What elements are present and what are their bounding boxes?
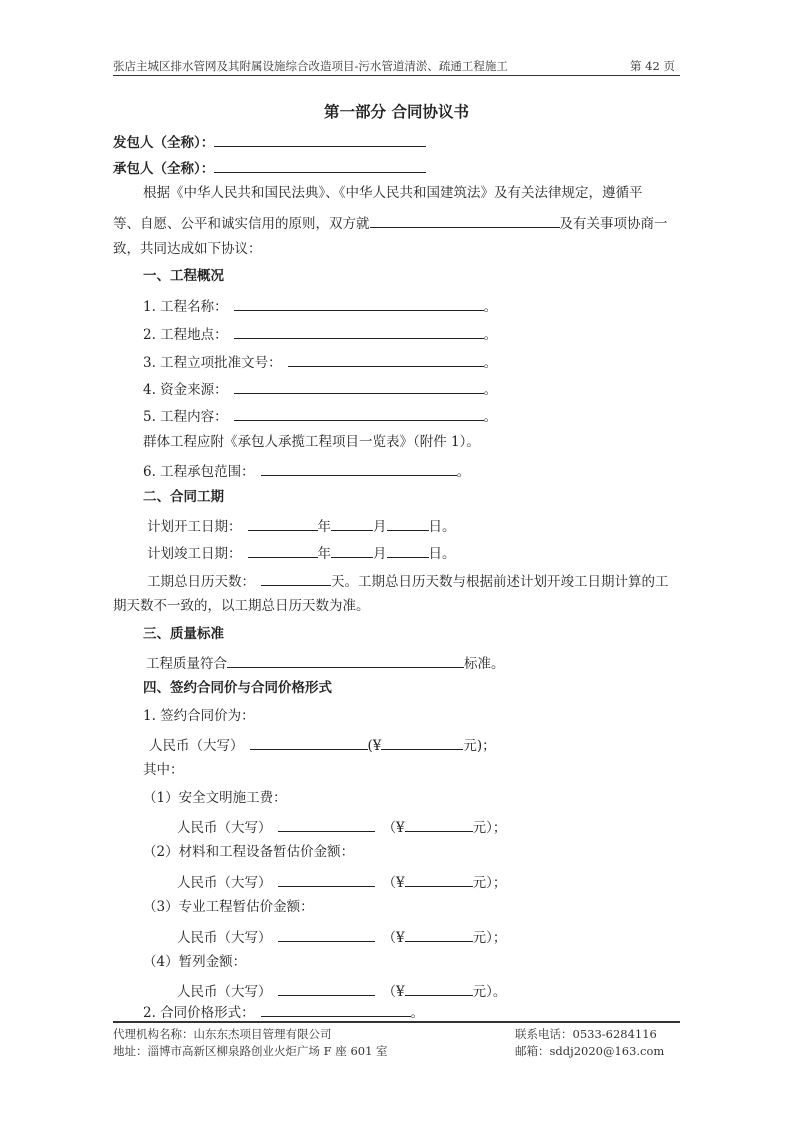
total-days-cont: 期天数不一致的，以工期总日历天数为准。 xyxy=(113,598,370,614)
quality-row xyxy=(146,653,505,672)
label: 人民币（大写） xyxy=(177,930,272,946)
footer-email: 邮箱：sddj2020@163.com xyxy=(515,1044,665,1058)
end: 。 xyxy=(483,382,498,398)
price-form-field[interactable] xyxy=(261,1002,411,1017)
intro-line2 xyxy=(113,213,668,232)
contractor-field[interactable] xyxy=(214,158,426,173)
sub-row xyxy=(177,927,506,946)
s1-item xyxy=(143,379,497,398)
label: 5. 工程内容： xyxy=(143,409,228,425)
year: 年 xyxy=(317,546,331,562)
approval-field[interactable] xyxy=(288,352,484,367)
footer-phone: 联系电话：0533-6284116 xyxy=(515,1027,657,1041)
start-date-row xyxy=(147,516,456,535)
month-field[interactable] xyxy=(331,516,373,531)
label: 计划竣工日期： xyxy=(147,546,242,562)
words-field[interactable] xyxy=(278,817,375,832)
funds-field[interactable] xyxy=(234,379,484,394)
price-row xyxy=(149,735,496,754)
day-field[interactable] xyxy=(387,543,429,558)
scope-row xyxy=(143,461,470,480)
footer-agency: 代理机构名称：山东东杰项目管理有限公司 xyxy=(113,1027,332,1041)
text: 标准。 xyxy=(464,656,505,672)
num-field[interactable] xyxy=(405,927,473,942)
label: 4. 资金来源： xyxy=(143,382,228,398)
doc-title: 第一部分 合同协议书 xyxy=(324,102,469,121)
intro-text: 及有关事项协商一 xyxy=(559,216,668,232)
year: 年 xyxy=(317,519,331,535)
label: 人民币（大写） xyxy=(149,738,244,754)
yen: (¥ xyxy=(367,738,382,754)
label: 1. 工程名称： xyxy=(143,299,228,315)
price-num-field[interactable] xyxy=(381,735,463,750)
label: 计划开工日期： xyxy=(147,519,242,535)
among-label: 其中： xyxy=(143,762,184,778)
yuan: 元）； xyxy=(472,930,507,946)
month-field[interactable] xyxy=(331,543,373,558)
employer-label: 发包人（全称）： xyxy=(113,135,215,151)
yen: （¥ xyxy=(382,875,405,891)
year-field[interactable] xyxy=(248,543,318,558)
label: 3. 工程立项批准文号： xyxy=(143,355,282,371)
intro-text: 等、自愿、公平和诚实信用的原则，双方就 xyxy=(113,216,370,232)
label: 工期总日历天数： xyxy=(147,574,255,590)
sub-label: （2）材料和工程设备暂估价金额： xyxy=(143,844,355,860)
price-label: 1. 签约合同价为： xyxy=(143,708,255,724)
yuan: 元）； xyxy=(472,875,507,891)
label: 人民币（大写） xyxy=(177,820,272,836)
sub-row xyxy=(177,872,506,891)
footer-rule xyxy=(113,1021,680,1023)
sub-row xyxy=(177,981,506,1000)
s1-item xyxy=(143,296,497,315)
num-field[interactable] xyxy=(405,872,473,887)
words-field[interactable] xyxy=(278,872,375,887)
contractor-row xyxy=(113,158,426,177)
sub-row xyxy=(177,817,506,836)
finish-date-row xyxy=(147,543,456,562)
header-title: 张店主城区排水管网及其附属设施综合改造项目-污水管道清淤、疏通工程施工 xyxy=(113,59,508,73)
days-field[interactable] xyxy=(261,571,331,586)
yen: （¥ xyxy=(382,984,405,1000)
intro-line3: 致，共同达成如下协议： xyxy=(113,241,262,257)
day-field[interactable] xyxy=(387,516,429,531)
end: 。 xyxy=(483,327,498,343)
total-days-row xyxy=(147,571,669,590)
label: 工程质量符合 xyxy=(146,656,227,672)
month: 月 xyxy=(373,546,387,562)
words-field[interactable] xyxy=(278,927,375,942)
employer-field[interactable] xyxy=(214,132,426,147)
text: 天。工期总日历天数与根据前述计划开竣工日期计算的工 xyxy=(331,574,669,590)
day: 日。 xyxy=(428,546,456,562)
s1-item xyxy=(143,352,497,371)
s1-item xyxy=(143,406,497,425)
employer-row xyxy=(113,132,426,151)
label: 人民币（大写） xyxy=(177,875,272,891)
yen: （¥ xyxy=(382,930,405,946)
yuan: 元)； xyxy=(463,738,496,754)
label: 6. 工程承包范围： xyxy=(143,464,255,480)
s1-heading: 一、工程概况 xyxy=(143,268,224,284)
day: 日。 xyxy=(428,519,456,535)
s1-item xyxy=(143,324,497,343)
group-note: 群体工程应附《承包人承揽工程项目一览表》（附件 1）。 xyxy=(143,434,480,450)
price-form-row xyxy=(143,1002,424,1021)
s3-heading: 三、质量标准 xyxy=(143,626,224,642)
intro-line1: 根据《中华人民共和国民法典》、《中华人民共和国建筑法》及有关法律规定，遵循平 xyxy=(143,185,643,201)
header-rule xyxy=(113,75,680,76)
page-number: 第 42 页 xyxy=(630,59,675,73)
num-field[interactable] xyxy=(405,981,473,996)
yuan: 元）； xyxy=(472,820,507,836)
yuan: 元）。 xyxy=(472,984,507,1000)
label: 2. 合同价格形式： xyxy=(143,1005,255,1021)
sub-label: （3）专业工程暂估价金额： xyxy=(143,899,314,915)
month: 月 xyxy=(373,519,387,535)
scope-field[interactable] xyxy=(261,461,457,476)
end: 。 xyxy=(483,409,498,425)
label: 2. 工程地点： xyxy=(143,327,228,343)
content-field[interactable] xyxy=(234,406,484,421)
sub-label: （1）安全文明施工费： xyxy=(143,790,287,806)
num-field[interactable] xyxy=(405,817,473,832)
label: 人民币（大写） xyxy=(177,984,272,1000)
end: 。 xyxy=(483,299,498,315)
s2-heading: 二、合同工期 xyxy=(143,489,224,505)
location-field[interactable] xyxy=(234,324,484,339)
year-field[interactable] xyxy=(248,516,318,531)
s4-heading: 四、签约合同价与合同价格形式 xyxy=(143,680,332,696)
sub-label: （4）暂列金额： xyxy=(143,954,247,970)
footer-address: 地址：淄博市高新区柳泉路创业火炬广场 F 座 601 室 xyxy=(113,1044,388,1058)
end: 。 xyxy=(456,464,471,480)
quality-field[interactable] xyxy=(227,653,464,668)
name-field[interactable] xyxy=(234,296,484,311)
contractor-label: 承包人（全称）： xyxy=(113,161,215,177)
yen: （¥ xyxy=(382,820,405,836)
price-words-field[interactable] xyxy=(250,735,368,750)
project-field[interactable] xyxy=(370,213,560,228)
end: 。 xyxy=(483,355,498,371)
words-field[interactable] xyxy=(278,981,375,996)
end: 。 xyxy=(410,1005,425,1021)
